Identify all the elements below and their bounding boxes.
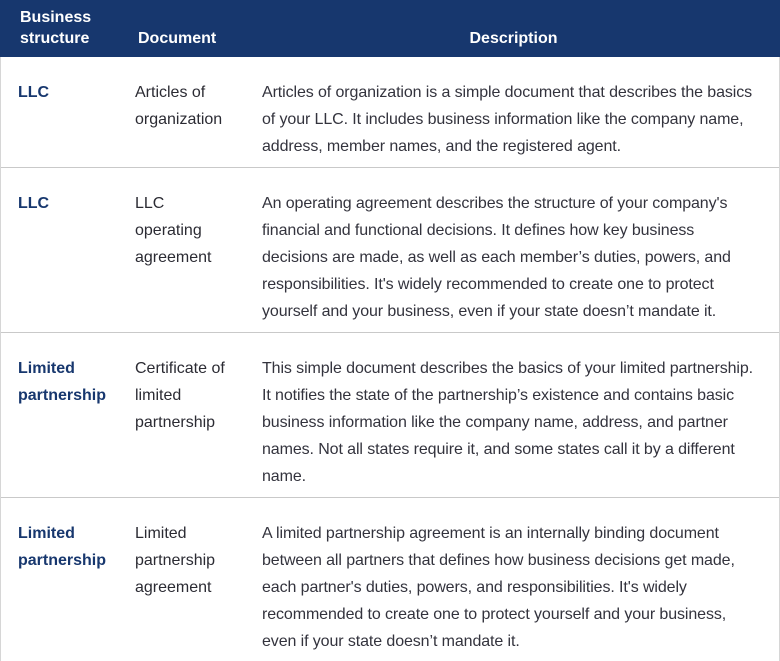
- cell-document: Articles of organization: [135, 84, 223, 128]
- cell-business-structure: Limited partnership: [18, 525, 107, 569]
- table-row: [1, 498, 779, 661]
- column-header-business-structure: Business structure: [20, 9, 92, 47]
- cell-business-structure: LLC: [18, 84, 50, 101]
- table-body: [0, 57, 780, 661]
- column-header-document: Document: [138, 30, 217, 47]
- cell-description: Articles of organization is a simple document that describes the basics of your LLC. It includes business information like the company name, address, member names, and the registered agent.: [262, 84, 753, 155]
- cell-business-structure: Limited partnership: [18, 360, 107, 404]
- cell-description: This simple document describes the basics of your limited partnership. It notifies the state of the partnership’s existence and contains basic business information like the company name, address, and partner names. Not all states require it, and some states call it by a different name.: [262, 360, 754, 485]
- cell-document: Certificate of limited partnership: [135, 360, 225, 431]
- cell-document: Limited partnership agreement: [135, 525, 216, 596]
- cell-business-structure: LLC: [18, 195, 50, 212]
- table-header-row: [0, 0, 780, 57]
- table-row: [1, 57, 779, 168]
- cell-document: LLC operating agreement: [135, 195, 212, 266]
- cell-description: A limited partnership agreement is an internally binding document between all partners that defines how business decisions get made, each partner's duties, powers, and responsibilities. It's widely recommended to create one to protect yourself and your business, even if your state doesn’t mandate it.: [262, 525, 735, 650]
- table-row: [1, 333, 779, 498]
- column-header-description: Description: [469, 30, 558, 47]
- table-row: [1, 168, 779, 333]
- cell-description: An operating agreement describes the structure of your company's financial and functional decisions. It defines how key business decisions are made, as well as each member’s duties, powers, and responsibilities. It's widely recommended to create one to protect yourself and your business, even if your state doesn’t mandate it.: [262, 195, 731, 320]
